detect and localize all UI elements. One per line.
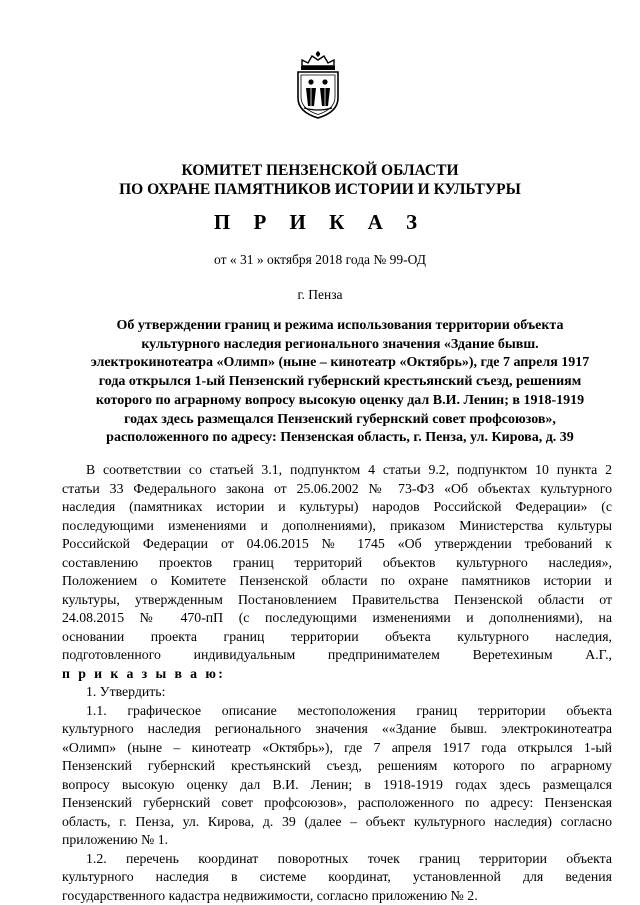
preamble-line: Положением о Комитете Пензенской области по охране памятников истории и [62, 573, 612, 588]
item-1-1-line: культурного наследия регионального значения ««Здание бывш. электрокинотеатра [62, 721, 612, 736]
subject-line: электрокинотеатра «Олимп» (ныне – кинотеатр «Октябрь»), где 7 апреля 1917 [90, 355, 590, 371]
order-date-number: от « 31 » октября 2018 года № 99-ОД [214, 252, 426, 267]
coat-of-arms-icon [290, 50, 346, 120]
preamble-line: подготовленного индивидуальным предпринимателем Веретехиным А.Г., [62, 647, 612, 662]
order-subject-heading [60, 317, 620, 448]
preamble-line: основании проекта границ территории объекта культурного наследия, [62, 628, 612, 644]
preamble-line: культуры, утвержденным Постановлением Правительства Пензенской области от [62, 591, 612, 607]
order-body [62, 461, 612, 905]
item-1-heading: 1. Утвердить: [86, 684, 166, 699]
preamble-line: составлению проектов границ территорий объектов культурного наследия», [62, 554, 612, 570]
subject-line: расположенного по адресу: Пензенская область, г. Пенза, ул. Кирова, д. 39 [106, 430, 574, 446]
preamble-line: В соответствии со статьей 3.1, подпунктом 4 статьи 9.2, подпунктом 10 пункта 2 [86, 462, 612, 477]
item-1-1-line: «Олимп» (ныне – кинотеатр «Октябрь»), где 7 апреля 1917 года открылся 1-ый [62, 739, 612, 755]
document-type-title: П Р И К А З [213, 210, 427, 234]
item-1-1-line: приложению № 1. [62, 832, 169, 847]
committee-name-line-1: КОМИТЕТ ПЕНЗЕНСКОЙ ОБЛАСТИ [181, 162, 459, 179]
preamble-line: последующими изменениями и дополнениями), приказом Министерства культуры [62, 517, 612, 533]
item-1-1-line: 1.1. графическое описание местоположения границ территории объекта [86, 702, 612, 718]
subject-line: года открылся 1-ый Пензенский губернский крестьянский съезд, решениям [98, 374, 582, 390]
preamble-line: наследия (памятниках истории и культуры) народов Российской Федерации» (с [62, 499, 612, 514]
preamble-line: 24.08.2015 № 470-пП (с последующими изменениями и дополнениями), на [62, 610, 612, 625]
issue-city: г. Пенза [297, 287, 343, 302]
item-1-2-line: культурного наследия в системе координат, установленной для ведения [62, 869, 612, 884]
subject-line: годах здесь размещался Пензенский губернский совет профсоюзов», [124, 411, 556, 427]
preamble-line: статьи 33 Федерального закона от 25.06.2002 № 73-ФЗ «Об объектах культурного [62, 480, 612, 496]
subject-line: культурного наследия регионального значения «Здание бывш. [141, 336, 539, 352]
item-1-2-line: 1.2. перечень координат поворотных точек границ территории объекта [86, 850, 612, 866]
item-1-1-line: вопросу высокую оценку дал В.И. Ленин; в 1918-1919 годах здесь размещался [62, 776, 612, 792]
subject-line: Об утверждении границ и режима использования территории объекта [116, 318, 564, 333]
preamble-line: Российской Федерации от 04.06.2015 № 1745 «Об утверждении требований к [62, 536, 612, 551]
orders-keyword: п р и к а з ы в а ю: [62, 665, 226, 681]
subject-line: которого по аграрному вопросу высокую оценку дал В.И. Ленин; в 1918-1919 [95, 392, 585, 408]
item-1-1-line: Пензенский губернский крестьянский съезд, решениям которого по аграрному [62, 758, 612, 773]
committee-name-line-2: ПО ОХРАНЕ ПАМЯТНИКОВ ИСТОРИИ И КУЛЬТУРЫ [119, 181, 521, 198]
item-1-1-line: область, г. Пенза, ул. Кирова, д. 39 (далее – объект культурного наследия) согласно [62, 813, 612, 829]
item-1-2-line: государственного кадастра недвижимости, согласно приложению № 2. [62, 887, 478, 903]
item-1-1-line: Пензенский губернский совет профсоюзов», расположенного по адресу: Пензенская [62, 795, 612, 810]
